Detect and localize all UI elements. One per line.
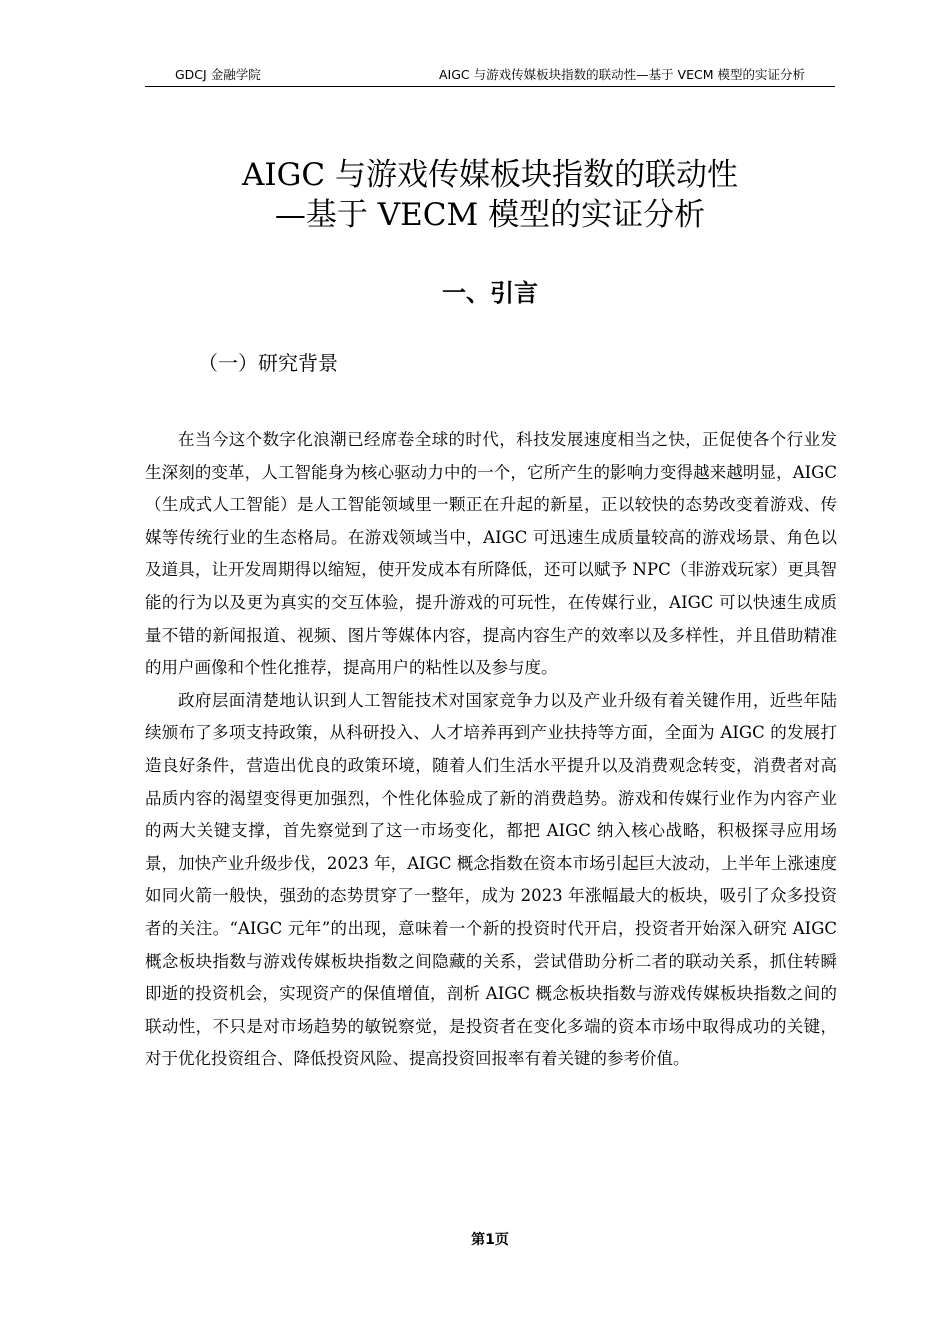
header-running-title: AIGC 与游戏传媒板块指数的联动性—基于 VECM 模型的实证分析 [438, 67, 805, 82]
paragraph-2: 政府层面清楚地认识到人工智能技术对国家竞争力以及产业升级有着关键作用，近些年陆续颁布了多项支持政策，从科研投入、人才培养再到产业扶持等方面，全面为 AIGC 的发展打造良好条件，营造出优良的政策环境，随着人们生活水平提升以及消费观念转变，消费者对高品质内容的渴望变得更加强烈，个性化体验成了新的消费趋势。游戏和传媒行业作为内容产业的两大关键支撑，首先察觉到了这一市场变化，都把 AIGC 纳入核心战略，积极探寻应用场景，加快产业升级步伐，2023 年，AIGC 概念指数在资本市场引起巨大波动，上半年上涨速度如同火箭一般快，强劲的态势贯穿了一整年，成为 2023 年涨幅最大的板块，吸引了众多投资者的关注。“AIGC 元年”的出现，意味着一个新的投资时代开启，投资者开始深入研究 AIGC 概念板块指数与游戏传媒板块指数之间隐藏的关系，尝试借助分析二者的联动关系，抓住转瞬即逝的投资机会，实现资产的保值增值，剖析 AIGC 概念板块指数与游戏传媒板块指数之间的联动性，不只是对市场趋势的敏锐察觉，是投资者在变化多端的资本市场中取得成功的关键，对于优化投资组合、降低投资风险、提高投资回报率有着关键的参考价值。 [145, 690, 837, 1069]
page-header [145, 66, 835, 87]
paragraph-1: 在当今这个数字化浪潮已经席卷全球的时代，科技发展速度相当之快，正促使各个行业发生深刻的变革，人工智能身为核心驱动力中的一个，它所产生的影响力变得越来越明显，AIGC（生成式人工智能）是人工智能领域里一颗正在升起的新星，正以较快的态势改变着游戏、传媒等传统行业的生态格局。在游戏领域当中，AIGC 可迅速生成质量较高的游戏场景、角色以及道具，让开发周期得以缩短，使开发成本有所降低，还可以赋予 NPC（非游戏玩家）更具智能的行为以及更为真实的交互体验，提升游戏的可玩性，在传媒行业，AIGC 可以快速生成质量不错的新闻报道、视频、图片等媒体内容，提高内容生产的效率以及多样性，并且借助精准的用户画像和个性化推荐，提高用户的粘性以及参与度。 [145, 430, 837, 678]
body-text [145, 424, 837, 1076]
subsection-heading: （一）研究背景 [198, 351, 338, 375]
document-title [145, 155, 835, 235]
title-line-1: AIGC 与游戏传媒板块指数的联动性 [242, 157, 738, 193]
title-line-2: —基于 VECM 模型的实证分析 [274, 197, 706, 233]
section-heading: 一、引言 [442, 279, 538, 307]
page-number: 第1页 [471, 1232, 509, 1248]
header-institution: GDCJ 金融学院 [175, 67, 261, 82]
